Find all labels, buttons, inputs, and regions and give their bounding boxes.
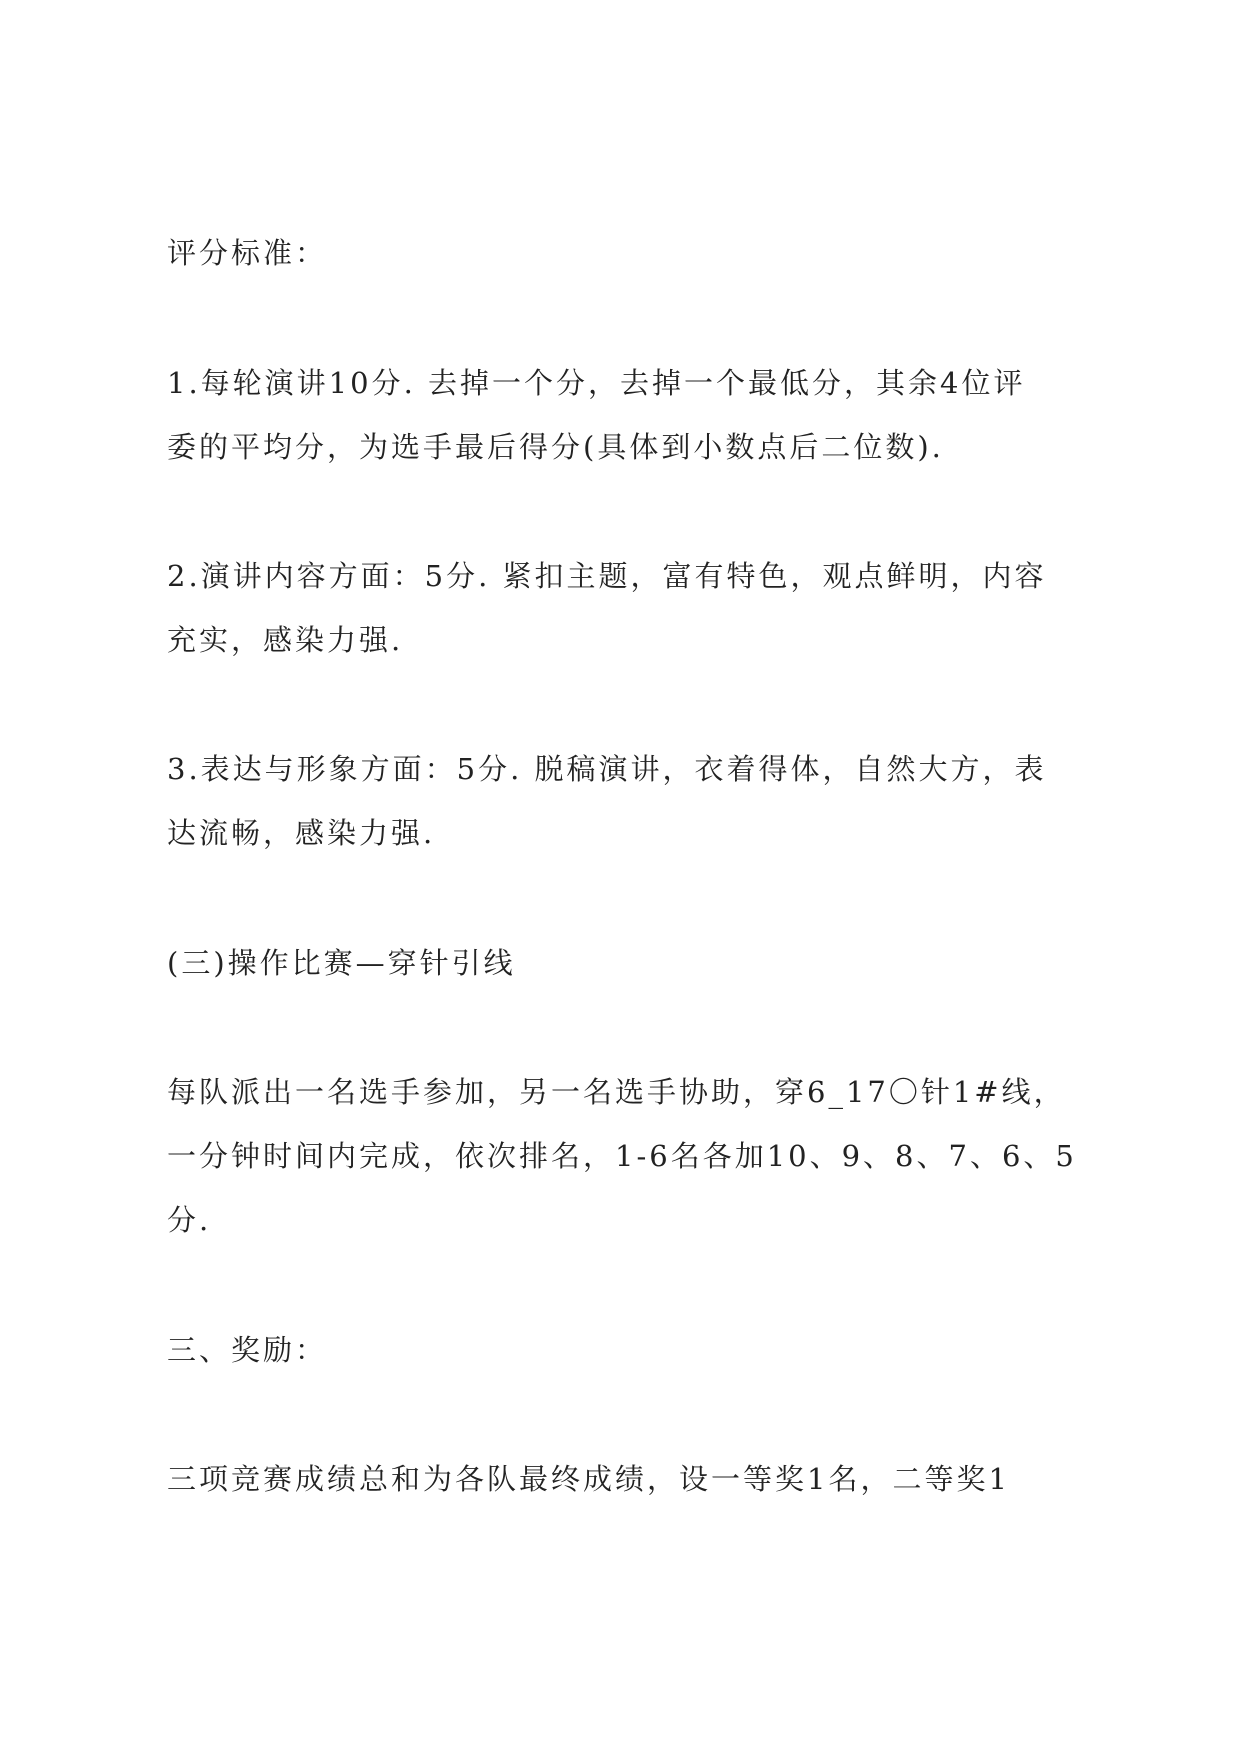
paragraph-line: 分. (167, 1203, 212, 1237)
paragraph-line: 每队派出一名选手参加，另一名选手协助，穿6_17〇针1#线， (167, 1075, 1066, 1109)
paragraph-line: 2.演讲内容方面：5分. 紧扣主题，富有特色，观点鲜明，内容 (167, 559, 1047, 593)
paragraph-line: 委的平均分，为选手最后得分(具体到小数点后二位数). (167, 430, 944, 464)
paragraph-line: 达流畅，感染力强. (167, 816, 436, 850)
paragraph-line: 充实，感染力强. (167, 623, 404, 657)
section-heading-awards: 三、奖励： (167, 1333, 328, 1367)
section-heading-threading-contest: (三)操作比赛—穿针引线 (167, 946, 516, 980)
paragraph-line: 一分钟时间内完成，依次排名，1-6名各加10、9、8、7、6、5 (167, 1139, 1077, 1173)
paragraph-line: 三项竞赛成绩总和为各队最终成绩，设一等奖1名，二等奖1 (167, 1462, 1010, 1496)
section-heading-scoring-criteria: 评分标准： (167, 236, 328, 270)
paragraph-line: 1.每轮演讲10分. 去掉一个分，去掉一个最低分，其余4位评 (167, 366, 1026, 400)
paragraph-line: 3.表达与形象方面：5分. 脱稿演讲，衣着得体，自然大方，表 (167, 752, 1047, 786)
